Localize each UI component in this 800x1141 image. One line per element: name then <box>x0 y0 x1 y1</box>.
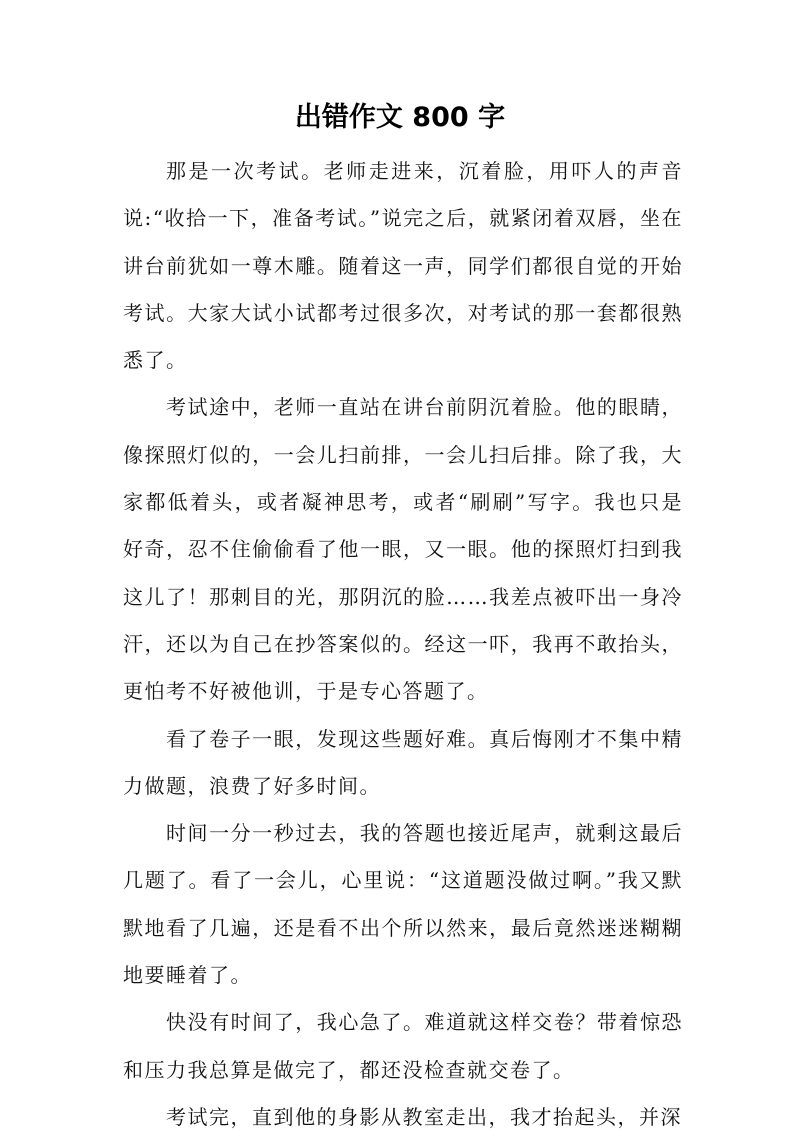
document-title: 出错作文 800 字 <box>294 102 506 133</box>
paragraph: 看了卷子一眼，发现这些题好难。真后悔刚才不集中精力做题，浪费了好多时间。 <box>123 726 683 798</box>
paragraph: 快没有时间了，我心急了。难道就这样交卷？带着惊恐和压力我总算是做完了，都还没检查就交卷了。 <box>123 1010 683 1082</box>
paragraph: 那是一次考试。老师走进来，沉着脸，用吓人的声音说:“收拾一下，准备考试。”说完之后，就紧闭着双唇，坐在讲台前犹如一尊木雕。随着这一声，同学们都很自觉的开始考试。大家大试小试都考过很多次，对考试的那一套都很熟悉了。 <box>123 159 683 373</box>
paragraph: 考试途中，老师一直站在讲台前阴沉着脸。他的眼睛，像探照灯似的，一会儿扫前排，一会儿扫后排。除了我，大家都低着头，或者凝神思考，或者“刷刷”写字。我也只是好奇，忍不住偷偷看了他一眼，又一眼。他的探照灯扫到我这儿了！那刺目的光，那阴沉的脸……我差点被吓出一身冷汗，还以为自己在抄答案似的。经这一吓，我再不敢抬头，更怕考不好被他训，于是专心答题了。 <box>123 395 683 704</box>
paragraph: 考试完，直到他的身影从教室走出，我才抬起头，并深 <box>166 1104 682 1129</box>
document-body <box>123 148 683 1141</box>
paragraph: 时间一分一秒过去，我的答题也接近尾声，就剩这最后几题了。看了一会儿，心里说：“这道题没做过啊。”我又默默地看了几遍，还是看不出个所以然来，最后竟然迷迷糊糊地要睡着了。 <box>123 821 683 988</box>
